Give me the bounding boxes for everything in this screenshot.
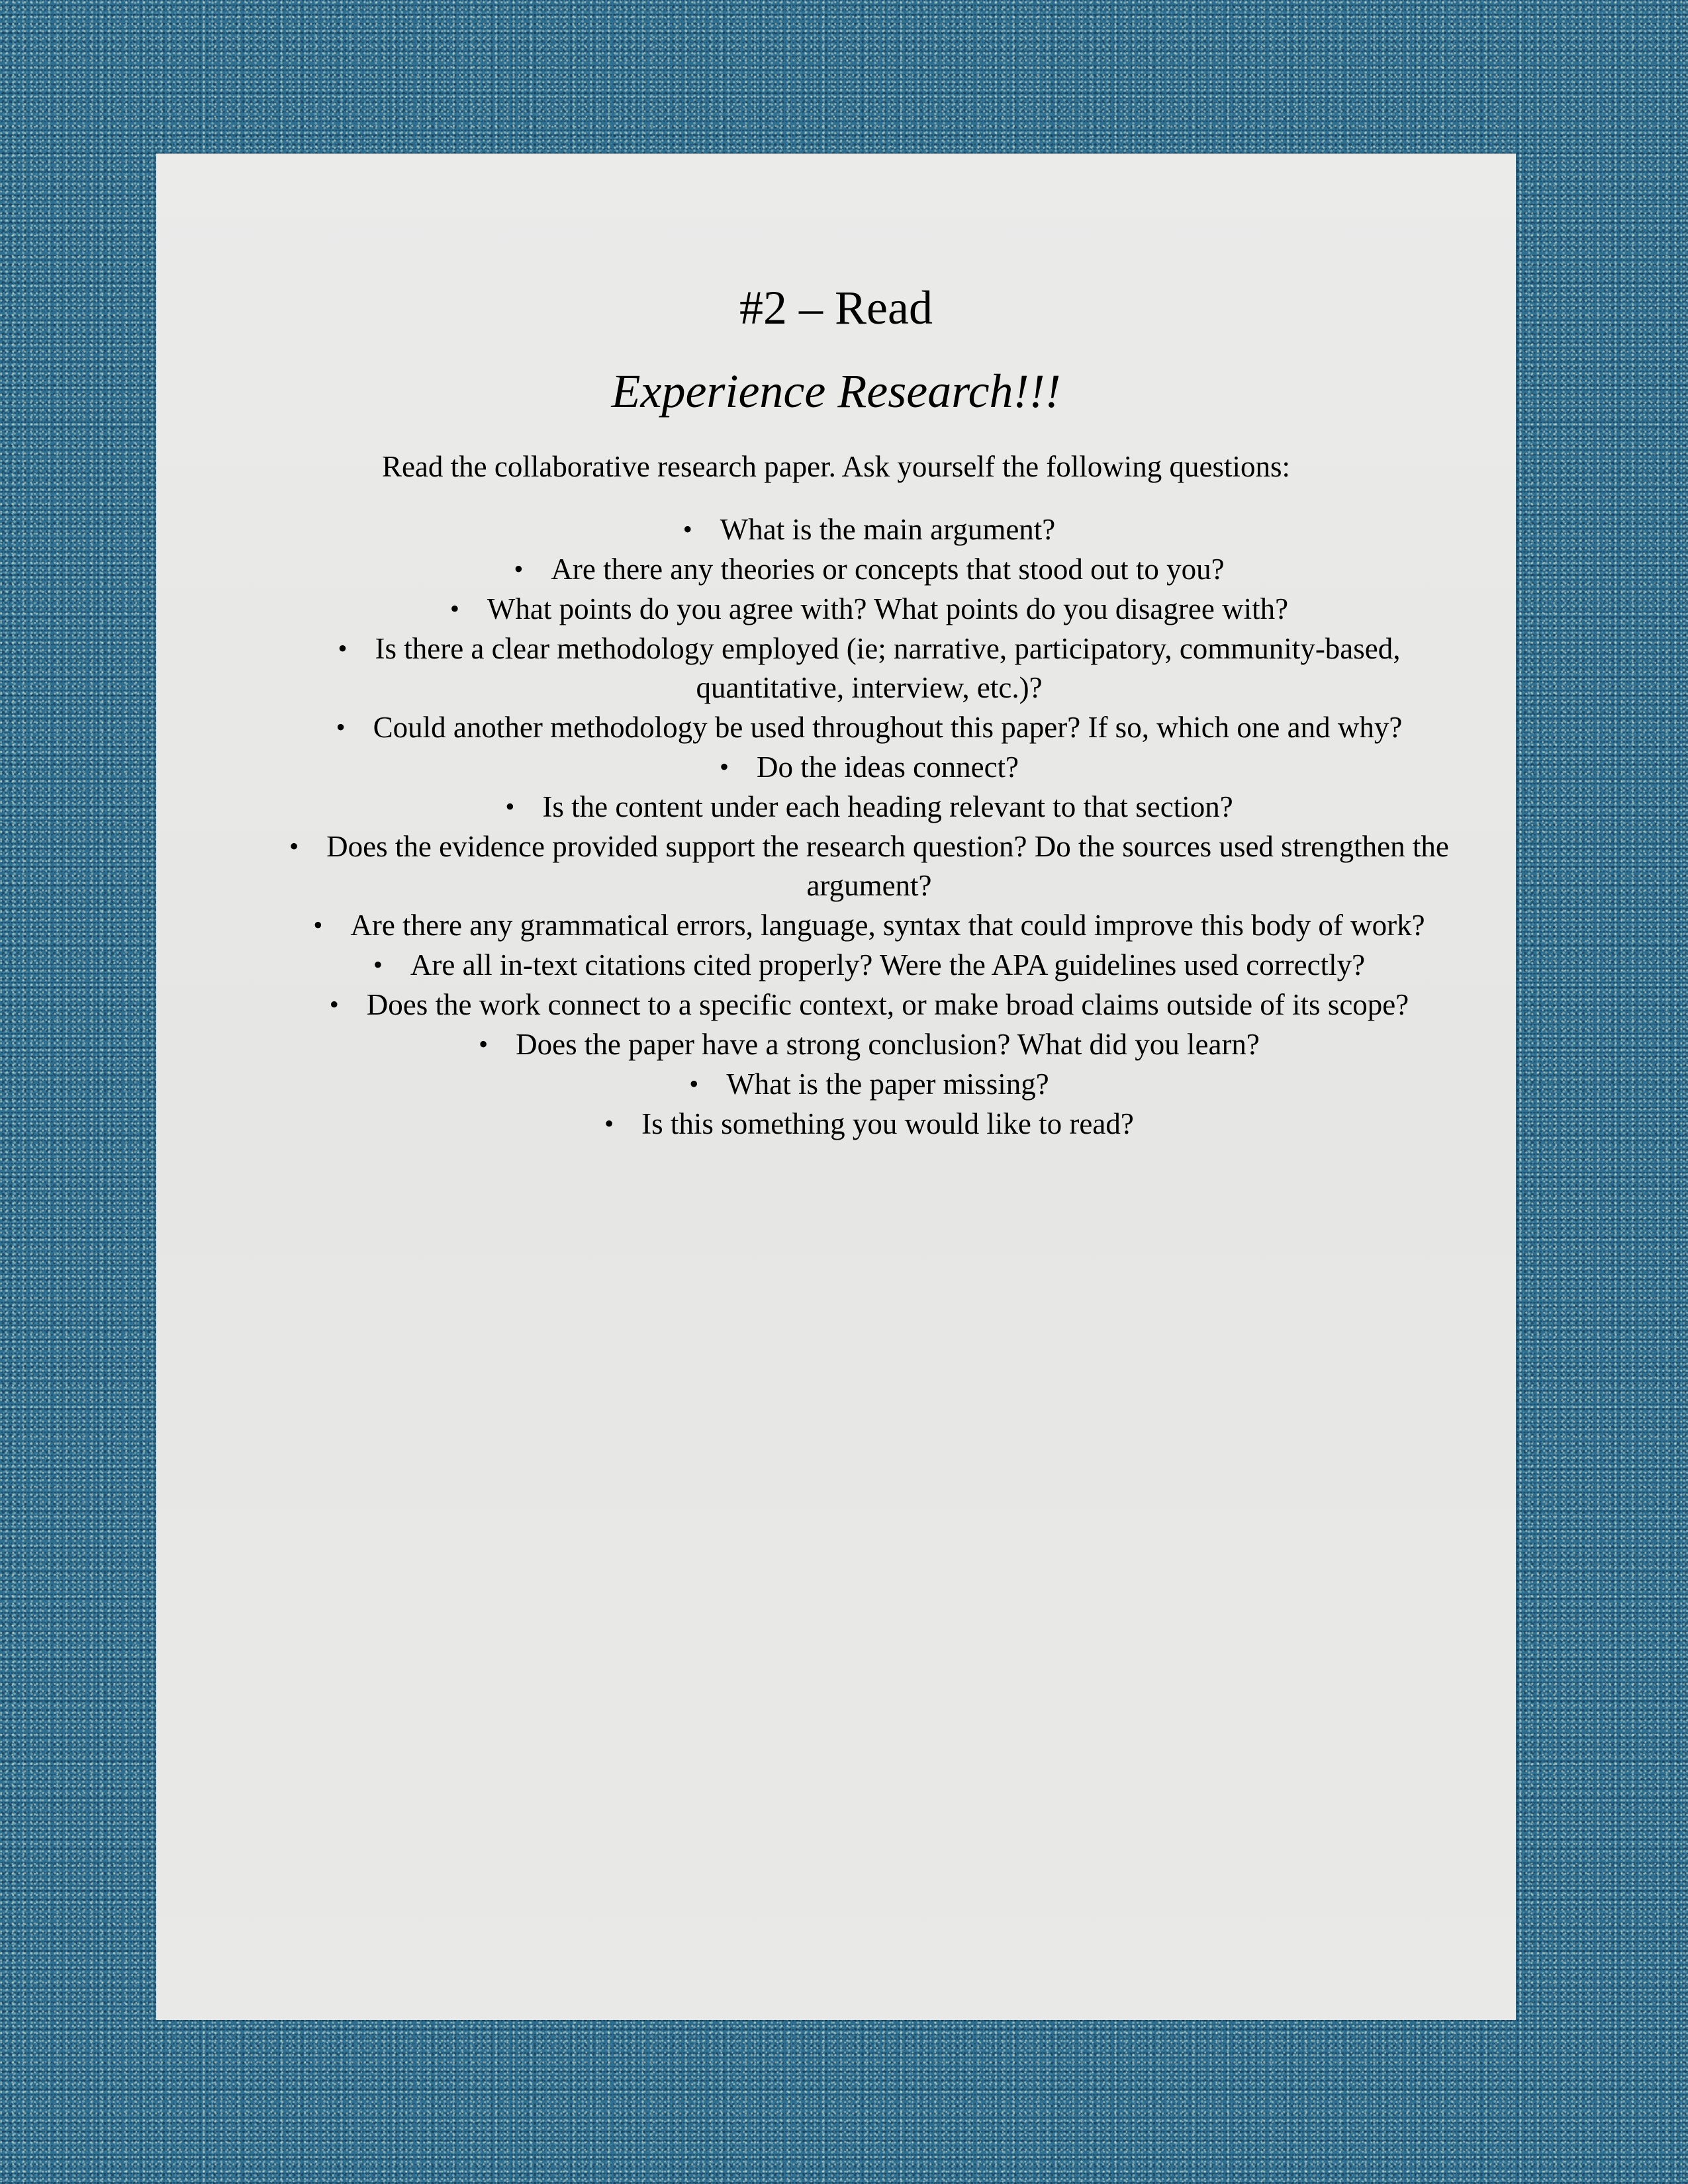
bullet-icon: • bbox=[604, 1109, 614, 1138]
list-item bbox=[262, 747, 1476, 787]
list-item bbox=[262, 707, 1476, 747]
bullet-icon: • bbox=[505, 792, 515, 821]
list-item bbox=[262, 1024, 1476, 1064]
bullet-icon: • bbox=[719, 752, 729, 782]
bullet-icon: • bbox=[373, 950, 383, 979]
list-item bbox=[262, 1104, 1476, 1144]
question-text: What points do you agree with? What points do you disagree with? bbox=[487, 592, 1289, 625]
question-text: Is there a clear methodology employed (ie; narrative, participatory, community-based, quantitative, interview, etc.)? bbox=[375, 632, 1401, 704]
bullet-icon: • bbox=[329, 989, 339, 1019]
question-text: Are there any theories or concepts that stood out to you? bbox=[551, 553, 1225, 586]
intro-text: Read the collaborative research paper. Ask yourself the following questions: bbox=[381, 450, 1291, 483]
list-item bbox=[262, 629, 1476, 707]
list-item bbox=[262, 510, 1476, 549]
bullet-icon: • bbox=[449, 594, 459, 623]
list-item bbox=[262, 1064, 1476, 1104]
list-item bbox=[262, 905, 1476, 945]
list-item bbox=[262, 945, 1476, 985]
bullet-icon: • bbox=[689, 1069, 699, 1099]
bullet-icon: • bbox=[514, 554, 524, 584]
question-list bbox=[262, 510, 1476, 1144]
question-text: Do the ideas connect? bbox=[756, 751, 1019, 784]
page-subtitle: Experience Research!!! bbox=[611, 365, 1061, 418]
question-text: Does the paper have a strong conclusion? What did you learn? bbox=[516, 1028, 1260, 1061]
list-item bbox=[262, 787, 1476, 827]
question-text: Could another methodology be used throughout this paper? If so, which one and why? bbox=[373, 711, 1403, 744]
question-text: What is the main argument? bbox=[720, 513, 1056, 546]
question-text: Is the content under each heading relevant to that section? bbox=[542, 790, 1233, 823]
bullet-icon: • bbox=[313, 910, 323, 940]
question-text: Is this something you would like to read? bbox=[641, 1107, 1134, 1140]
list-item bbox=[262, 827, 1476, 905]
list-item bbox=[262, 589, 1476, 629]
bullet-icon: • bbox=[289, 831, 299, 861]
bullet-icon: • bbox=[682, 514, 692, 544]
question-text: Are there any grammatical errors, language, syntax that could improve this body of work? bbox=[350, 909, 1425, 942]
question-text: Does the evidence provided support the research question? Do the sources used strengthen the argument? bbox=[326, 830, 1449, 902]
list-item bbox=[262, 549, 1476, 589]
document-page bbox=[156, 154, 1516, 2020]
question-text: What is the paper missing? bbox=[726, 1068, 1049, 1101]
question-text: Are all in-text citations cited properly? Were the APA guidelines used correctly? bbox=[410, 948, 1366, 981]
question-text: Does the work connect to a specific context, or make broad claims outside of its scope? bbox=[366, 988, 1409, 1021]
bullet-icon: • bbox=[338, 633, 348, 663]
page-title: #2 – Read bbox=[739, 281, 933, 334]
bullet-icon: • bbox=[336, 712, 346, 742]
bullet-icon: • bbox=[479, 1029, 489, 1059]
list-item bbox=[262, 985, 1476, 1024]
